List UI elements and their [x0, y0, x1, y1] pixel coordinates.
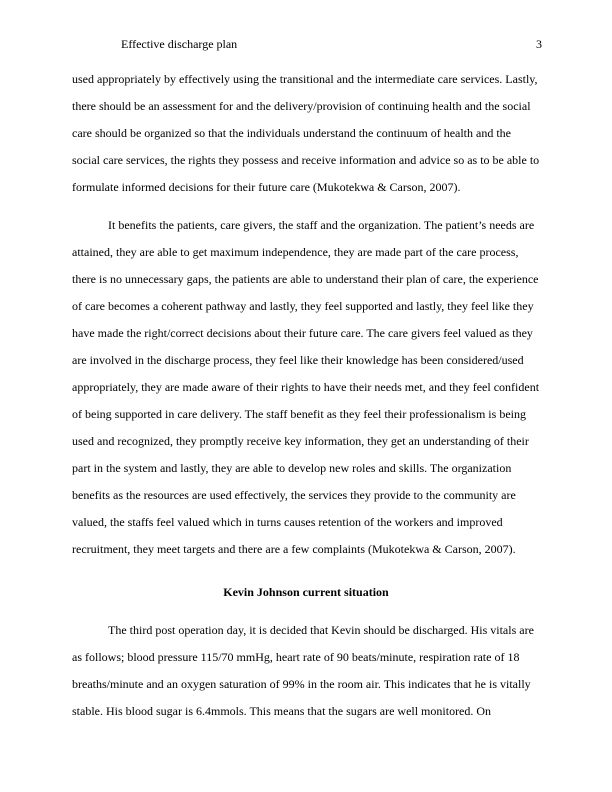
page-number: 3 — [536, 37, 542, 51]
paragraph2-line: benefits as the resources are used effectively, the services they provide to the community are — [72, 488, 516, 502]
paragraph3-line: stable. His blood sugar is 6.4mmols. This means that the sugars are well monitored. On — [72, 704, 492, 718]
paragraph2-line: part in the system and lastly, they are able to develop new roles and skills. The organization — [72, 461, 512, 475]
paragraph1-line: there should be an assessment for and the delivery/provision of continuing health and the social — [72, 99, 531, 113]
paragraph2-line: used and recognized, they promptly receive key information, they get an understanding of their — [72, 434, 529, 448]
paragraph1-line: used appropriately by effectively using the transitional and the intermediate care services. Lastly, — [72, 72, 538, 86]
paragraph2-line: there is no unnecessary gaps, the patients are able to understand their plan of care, the experience — [72, 272, 539, 286]
paragraph2-line: valued, the staffs feel valued which in turns causes retention of the workers and improved — [72, 515, 503, 529]
paragraph2-line: It benefits the patients, care givers, the staff and the organization. The patient’s needs are — [108, 218, 535, 232]
paragraph3-line: The third post operation day, it is decided that Kevin should be discharged. His vitals are — [108, 623, 534, 637]
paragraph2-line: of care becomes a coherent pathway and lastly, they feel supported and lastly, they feel like they — [72, 299, 534, 313]
paragraph2-line: have made the right/correct decisions about their future care. The care givers feel valued as they — [72, 326, 533, 340]
paragraph3-line: breaths/minute and an oxygen saturation of 99% in the room air. This indicates that he is vitally — [72, 677, 531, 691]
paragraph3-line: as follows; blood pressure 115/70 mmHg, heart rate of 90 beats/minute, respiration rate of 18 — [72, 650, 520, 664]
paragraph2-line: recruitment, they meet targets and there are a few complaints (Mukotekwa & Carson, 2007). — [72, 542, 516, 556]
paragraph2-line: of being supported in care delivery. The staff benefit as they feel their professionalism is being — [72, 407, 526, 421]
paragraph2-line: attained, they are able to get maximum independence, they are made part of the care process, — [72, 245, 519, 259]
paragraph1-line: formulate informed decisions for their future care (Mukotekwa & Carson, 2007). — [72, 180, 461, 194]
section-heading: Kevin Johnson current situation — [223, 585, 389, 599]
paragraph2-line: are involved in the discharge process, they feel like their knowledge has been considered/used — [72, 353, 524, 367]
paragraph2-line: appropriately, they are made aware of their rights to have their needs met, and they feel confident — [72, 380, 540, 394]
paragraph1-line: social care services, the rights they possess and receive information and advice so as to be able to — [72, 153, 540, 167]
paragraph1-line: care should be organized so that the individuals understand the continuum of health and the — [72, 126, 511, 140]
running-header-title: Effective discharge plan — [121, 37, 238, 51]
